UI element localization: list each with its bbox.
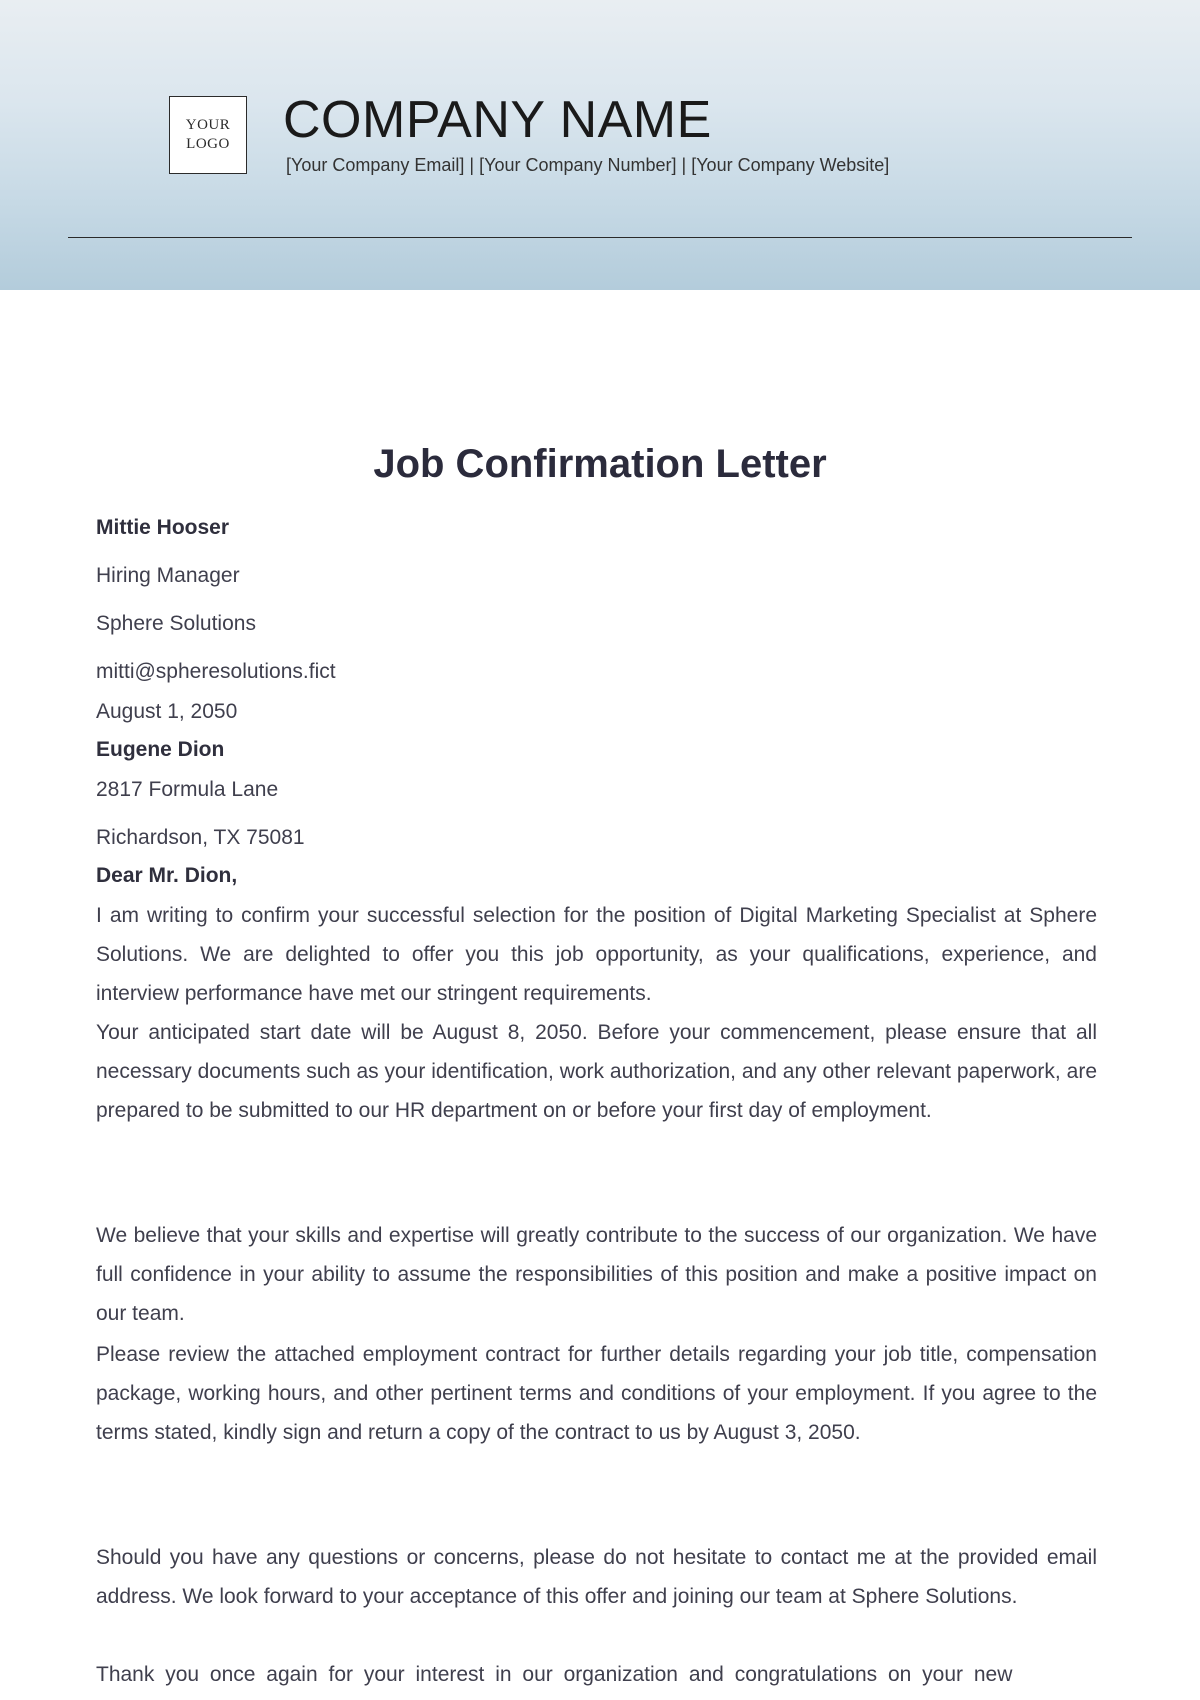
- recipient-address-line1: 2817 Formula Lane: [96, 778, 279, 801]
- sender-name: Mittie Hooser: [96, 516, 230, 539]
- body-paragraph: Should you have any questions or concerns, please do not hesitate to contact me at the provided email address. We look forward to your acceptance of this offer and joining our team at Sphere Solutions.: [96, 1546, 1097, 1608]
- company-name: COMPANY NAME: [283, 91, 712, 149]
- body-paragraph: Thank you once again for your interest in our organization and congratulations on your new: [96, 1663, 1013, 1686]
- logo-text-line2: LOGO: [186, 136, 230, 152]
- logo-text-line1: YOUR: [185, 117, 231, 133]
- salutation: Dear Mr. Dion,: [96, 864, 238, 887]
- header-divider: [68, 237, 1132, 238]
- logo-text: [186, 116, 231, 154]
- company-logo-placeholder: [169, 96, 247, 174]
- sender-position: Hiring Manager: [96, 564, 240, 587]
- body-paragraph: Please review the attached employment contract for further details regarding your job title, compensation package, working hours, and other pertinent terms and conditions of your employment. If you agree to the terms stated, kindly sign and return a copy of the contract to us by August 3, 2050.: [96, 1343, 1097, 1444]
- body-paragraph: We believe that your skills and expertise will greatly contribute to the success of our organization. We have full confidence in your ability to assume the responsibilities of this position and make a positive impact on our team.: [96, 1224, 1097, 1325]
- recipient-address-line2: Richardson, TX 75081: [96, 826, 305, 849]
- letter-title: Job Confirmation Letter: [373, 442, 827, 486]
- recipient-name: Eugene Dion: [96, 738, 225, 761]
- sender-company: Sphere Solutions: [96, 612, 256, 635]
- letterhead-band: [0, 0, 1200, 290]
- company-contact-line: [Your Company Email] | [Your Company Number] | [Your Company Website]: [286, 155, 890, 175]
- sender-email: mitti@spheresolutions.fict: [96, 660, 336, 683]
- letter-date: August 1, 2050: [96, 700, 238, 723]
- body-paragraph: I am writing to confirm your successful selection for the position of Digital Marketing Specialist at Sphere Solutions. We are delighted to offer you this job opportunity, as your qualifications, experience, and interview performance have met our stringent requirements.: [96, 904, 1097, 1005]
- body-paragraph: Your anticipated start date will be August 8, 2050. Before your commencement, please ensure that all necessary documents such as your identification, work authorization, and any other relevant paperwork, are prepared to be submitted to our HR department on or before your first day of employment.: [96, 1021, 1097, 1122]
